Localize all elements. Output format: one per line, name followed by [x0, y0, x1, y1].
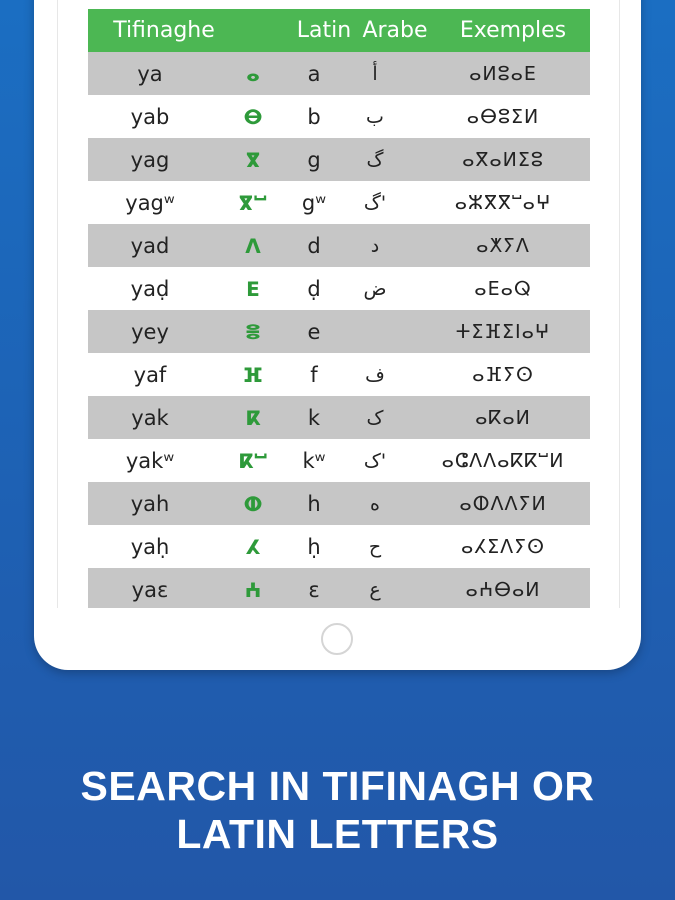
latin-letter: kʷ: [302, 448, 326, 473]
alphabet-table: [88, 9, 590, 608]
example-word: ⴰⵄⴱⴰⵍ: [465, 578, 541, 601]
example-word: ⴰⵀⴷⴷⵢⵍ: [459, 492, 547, 515]
table-row[interactable]: [88, 568, 590, 608]
arabic-letter: أ: [372, 62, 378, 85]
table-row[interactable]: [88, 52, 590, 95]
latin-letter: b: [307, 104, 321, 129]
arabic-letter: گ': [363, 191, 387, 214]
tifinagh-letter: ⵄ: [244, 577, 262, 602]
latin-letter: g: [307, 147, 321, 172]
table-row[interactable]: [88, 267, 590, 310]
tifinagh-letter: ⴰ: [246, 61, 260, 86]
tifinagh-letter: ⴷ: [245, 233, 261, 258]
letter-name: ya: [137, 61, 163, 86]
letter-name: yaf: [133, 362, 167, 387]
tifinagh-letter: ⴱ: [243, 104, 263, 129]
header-exemples: Exemples: [459, 18, 567, 43]
arabic-letter: ک': [363, 449, 387, 472]
letter-name: yad: [130, 233, 170, 258]
latin-letter: gʷ: [301, 190, 327, 215]
arabic-letter: ح: [368, 535, 382, 558]
home-button[interactable]: [321, 623, 353, 655]
letter-name: yaɛ: [131, 577, 169, 602]
table-row[interactable]: [88, 396, 590, 439]
header-tifinaghe: Tifinaghe: [113, 18, 215, 43]
app-screen: [57, 0, 620, 608]
letter-name: yakʷ: [125, 448, 175, 473]
tifinagh-letter: ⴹ: [246, 276, 260, 301]
example-word: ⴰⵛⴷⴷⴰⴽⴽⵯⵍ: [441, 449, 565, 472]
table-row[interactable]: [88, 181, 590, 224]
letter-name: yey: [131, 319, 169, 344]
latin-letter: ḥ: [307, 534, 321, 559]
letter-name: yak: [131, 405, 169, 430]
table-row[interactable]: [88, 95, 590, 138]
header-arabe: Arabe: [362, 18, 428, 43]
arabic-letter: ع: [369, 578, 381, 601]
arabic-letter: ض: [363, 277, 387, 300]
tifinagh-letter: ⴽⵯ: [238, 448, 268, 473]
header-latin: Latin: [296, 18, 352, 43]
tifinagh-letter: ⴳ: [245, 147, 261, 172]
table-header: [88, 9, 590, 52]
arabic-letter: ک: [366, 406, 384, 429]
letter-name: yagʷ: [125, 190, 175, 215]
table-row[interactable]: [88, 482, 590, 525]
tifinagh-letter: ⵃ: [245, 534, 261, 559]
table-body: [88, 52, 590, 608]
arabic-letter: ه: [370, 492, 380, 515]
arabic-letter: ف: [365, 363, 385, 386]
table-row[interactable]: [88, 439, 590, 482]
arabic-letter: گ: [366, 148, 384, 171]
example-word: ⴰⴳⴰⵍⵉⵓ: [462, 148, 544, 171]
latin-letter: f: [310, 362, 318, 387]
latin-letter: e: [307, 319, 321, 344]
example-word: ⴰⴱⵓⵉⵍ: [466, 105, 540, 128]
example-word: ⴰⴼⵢⵙ: [472, 363, 534, 386]
latin-letter: h: [307, 491, 321, 516]
tifinagh-letter: ⴻ: [244, 319, 262, 344]
example-word: ⴰⵅⵢⴷ: [476, 234, 530, 257]
arabic-letter: ب: [366, 105, 384, 128]
table-row[interactable]: [88, 353, 590, 396]
tifinagh-letter: ⴼ: [243, 362, 263, 387]
caption-line-2: LATIN LETTERS: [176, 811, 499, 857]
table-row[interactable]: [88, 310, 590, 353]
example-word: ⴰⵣⴳⴳⵯⴰⵖ: [454, 191, 552, 214]
letter-name: yab: [130, 104, 170, 129]
example-word: ⴰⴽⴰⵍ: [475, 406, 531, 429]
table-row[interactable]: [88, 138, 590, 181]
latin-letter: k: [307, 405, 321, 430]
letter-name: yaḥ: [130, 534, 170, 559]
tifinagh-letter: ⴳⵯ: [238, 190, 268, 215]
latin-letter: ḍ: [307, 276, 321, 301]
latin-letter: a: [307, 61, 321, 86]
letter-name: yag: [130, 147, 170, 172]
latin-letter: ɛ: [308, 577, 320, 602]
tifinagh-letter: ⵀ: [243, 491, 263, 516]
table-row[interactable]: [88, 224, 590, 267]
promo-caption: [0, 762, 675, 858]
tifinagh-letter: ⴽ: [245, 405, 261, 430]
arabic-letter: د: [370, 234, 380, 257]
caption-line-1: SEARCH IN TIFINAGH OR: [80, 763, 595, 809]
table-row[interactable]: [88, 525, 590, 568]
example-word: ⴰⵃⵉⴷⵢⵙ: [460, 535, 546, 558]
letter-name: yah: [130, 491, 170, 516]
example-word: ⴰⵍⵓⴰⴹ: [469, 62, 537, 85]
latin-letter: d: [307, 233, 321, 258]
example-word: ⵜⵉⴼⵉⵏⴰⵖ: [455, 320, 551, 343]
example-word: ⴰⴹⴰⵕ: [474, 277, 532, 300]
letter-name: yaḍ: [130, 276, 170, 301]
